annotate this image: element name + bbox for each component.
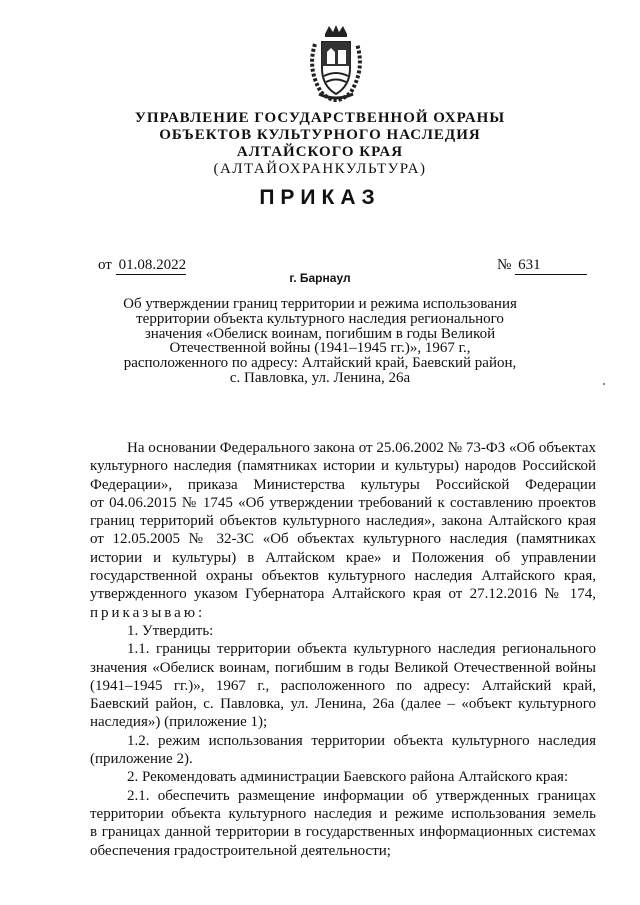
- subject-line: Отечественной войны (1941–1945 гг.)», 1967 г.,: [169, 340, 471, 357]
- body-line: наследия») (приложение 1);: [90, 714, 268, 731]
- city-label: г. Барнаул: [289, 271, 351, 285]
- body-line: 2.1. обеспечить размещение информации об утвержденных границах: [127, 787, 596, 804]
- agency-short-name: (АЛТАЙОХРАНКУЛЬТУРА): [213, 161, 427, 177]
- body-line: в границах данной территории в государственных информационных системах: [90, 824, 596, 841]
- order-subject: [90, 297, 550, 386]
- subject-line: территории объекта культурного наследия регионального: [136, 310, 504, 327]
- document-title: ПРИКАЗ: [259, 186, 381, 209]
- subject-line: расположенного по адресу: Алтайский край, Баевский район,: [123, 355, 517, 372]
- agency-name-line-3: АЛТАЙСКОГО КРАЯ: [236, 144, 404, 160]
- order-body: [90, 439, 596, 860]
- body-line: Баевский район, с. Павловка, ул. Ленина, 26а (далее – «объект культурного: [90, 696, 596, 713]
- date-value: 01.08.2022: [116, 256, 186, 275]
- body-line: 2. Рекомендовать администрации Баевского района Алтайского края:: [127, 769, 569, 786]
- body-line: 1. Утвердить:: [127, 622, 214, 639]
- body-line: (приложение 2).: [90, 751, 193, 768]
- body-line: территории объекта культурного наследия и режиме использования земель: [90, 805, 596, 822]
- body-line-decree: приказываю:: [90, 604, 206, 621]
- body-line: истории и культуры) в Алтайском крае» и Положения об управлении: [90, 549, 596, 566]
- body-line: На основании Федерального закона от 25.06.2002 № 73-ФЗ «Об объектах: [127, 440, 596, 456]
- subject-line: Об утверждении границ территории и режима использования: [123, 296, 517, 312]
- body-line: утвержденного указом Губернатора Алтайского края от 27.12.2016 № 174,: [90, 586, 596, 603]
- number-value: 631: [515, 256, 587, 275]
- body-line: обеспечения градостроительной деятельности;: [90, 842, 391, 859]
- subject-line: значения «Обелиск воинам, погибшим в годы Великой: [144, 325, 496, 342]
- body-line: Федерации», приказа Министерства культуры Российской Федерации: [90, 476, 596, 493]
- body-line: 1.1. границы территории объекта культурного наследия регионального: [127, 641, 596, 658]
- scan-artifact-dot: [603, 383, 605, 385]
- agency-name-line-2: ОБЪЕКТОВ КУЛЬТУРНОГО НАСЛЕДИЯ: [159, 127, 481, 143]
- subject-line: с. Павловка, ул. Ленина, 26а: [229, 369, 411, 386]
- body-line: 1.2. режим использования территории объекта культурного наследия: [127, 732, 596, 749]
- number-prefix: №: [497, 257, 512, 273]
- agency-name-line-1: УПРАВЛЕНИЕ ГОСУДАРСТВЕННОЙ ОХРАНЫ: [134, 110, 506, 126]
- body-line: от 04.06.2015 № 1745 «Об утверждении требований к составлению проектов: [90, 494, 596, 511]
- body-line: культурного наследия (памятниках истории и культуры) народов Российской: [90, 458, 596, 475]
- body-line: границ территорий объектов культурного наследия», закона Алтайского края: [90, 513, 596, 530]
- date-prefix: от: [98, 257, 112, 273]
- body-line: от 12.05.2005 № 32-ЗС «Об объектах культурного наследия (памятниках: [90, 531, 596, 548]
- body-line: значения «Обелиск воинам, погибшим в годы Великой Отечественной войны: [90, 659, 596, 676]
- body-line: (1941–1945 гг.)», 1967 г., расположенного по адресу: Алтайский край,: [90, 677, 596, 694]
- body-line: государственной охраны объектов культурного наследия Алтайского края,: [90, 568, 596, 585]
- coat-of-arms-icon: [305, 24, 367, 102]
